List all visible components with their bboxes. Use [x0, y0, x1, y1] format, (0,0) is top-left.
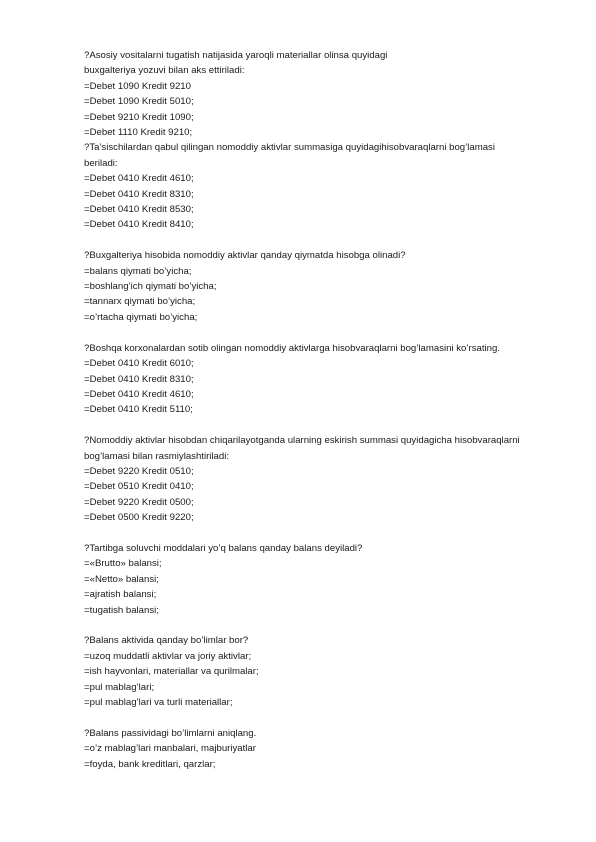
answer-option: =Debet 0410 Kredit 8310; [84, 373, 194, 385]
answer-option: =Debet 0500 Kredit 9220; [84, 512, 194, 524]
answer-option: =ajratish balansi; [84, 589, 157, 601]
question-line: ?Buxgalteriya hisobida nomoddiy aktivlar qanday qiymatda hisobga olinadi? [84, 250, 406, 262]
answer-option: =pul mablag’lari va turli materiallar; [84, 696, 233, 708]
answer-option: =balans qiymati bo’yicha; [84, 265, 192, 277]
block-spacer [84, 618, 556, 633]
answer-option: =boshlang’ich qiymati bo’yicha; [84, 281, 217, 293]
answer-option: =Debet 0410 Kredit 8530; [84, 204, 194, 216]
question-line: ?Nomoddiy aktivlar hisobdan chiqarilayotganda ularning eskirish summasi quyidagicha hisobvaraqlarni [84, 435, 520, 447]
block-spacer [84, 418, 556, 433]
answer-option: =Debet 1110 Kredit 9210; [84, 127, 193, 139]
answer-option: =pul mablag’lari; [84, 681, 155, 693]
answer-option: =Debet 0410 Kredit 6010; [84, 358, 194, 370]
question-continuation: bog’lamasi bilan rasmiylashtiriladi: [84, 450, 230, 462]
answer-option: =«Netto» balansi; [84, 573, 159, 585]
answer-option: =Debet 0410 Kredit 8410; [84, 219, 194, 231]
answer-option: =Debet 0410 Kredit 8310; [84, 188, 194, 200]
block-spacer [84, 710, 556, 725]
answer-option: =tugatish balansi; [84, 604, 159, 616]
answer-option: =«Brutto» balansi; [84, 558, 162, 570]
answer-option: =Debet 1090 Kredit 5010; [84, 96, 194, 108]
answer-option: =Debet 9220 Kredit 0510; [84, 465, 194, 477]
answer-option: =Debet 9210 Kredit 1090; [84, 111, 194, 123]
block-spacer [84, 526, 556, 541]
question-line: ?Ta’sischilardan qabul qilingan nomoddiy aktivlar summasiga quyidagihisobvaraqlarni bog’lamasi [84, 142, 495, 154]
answer-option: =tannarx qiymati bo’yicha; [84, 296, 196, 308]
block-spacer [84, 325, 556, 340]
question-line: ?Boshqa korxonalardan sotib olingan nomoddiy aktivlarga hisobvaraqlarni bog’lamasini ko’rsating. [84, 342, 500, 354]
answer-option: =Debet 0410 Kredit 5110; [84, 404, 193, 416]
question-line: ?Asosiy vositalarni tugatish natijasida yaroqli materiallar olinsa quyidagi [84, 50, 388, 61]
answer-option: =o’z mablag’lari manbalari, majburiyatlar [84, 743, 256, 755]
answer-option: =foyda, bank kreditlari, qarzlar; [84, 758, 216, 770]
answer-option: =ish hayvonlari, materiallar va qurilmalar; [84, 666, 259, 678]
question-continuation: buxgalteriya yozuvi bilan aks ettiriladi: [84, 65, 245, 77]
question-line: ?Balans passividagi bo’limlarni aniqlang. [84, 727, 257, 739]
answer-option: =o’rtacha qiymati bo’yicha; [84, 311, 198, 323]
answer-option: =uzoq muddatli aktivlar va joriy aktivlar; [84, 650, 252, 662]
answer-option: =Debet 9220 Kredit 0500; [84, 496, 194, 508]
question-line: ?Balans aktivida qanday bo’limlar bor? [84, 635, 249, 647]
question-line: ?Tartibga soluvchi moddalari yo’q balans qanday balans deyiladi? [84, 542, 363, 554]
answer-option: =Debet 0410 Kredit 4610; [84, 173, 194, 185]
block-spacer [84, 233, 556, 248]
answer-option: =Debet 0510 Kredit 0410; [84, 481, 194, 493]
answer-option: =Debet 0410 Kredit 4610; [84, 388, 194, 400]
answer-option: =Debet 1090 Kredit 9210 [84, 80, 191, 92]
question-continuation: beriladi: [84, 157, 118, 169]
